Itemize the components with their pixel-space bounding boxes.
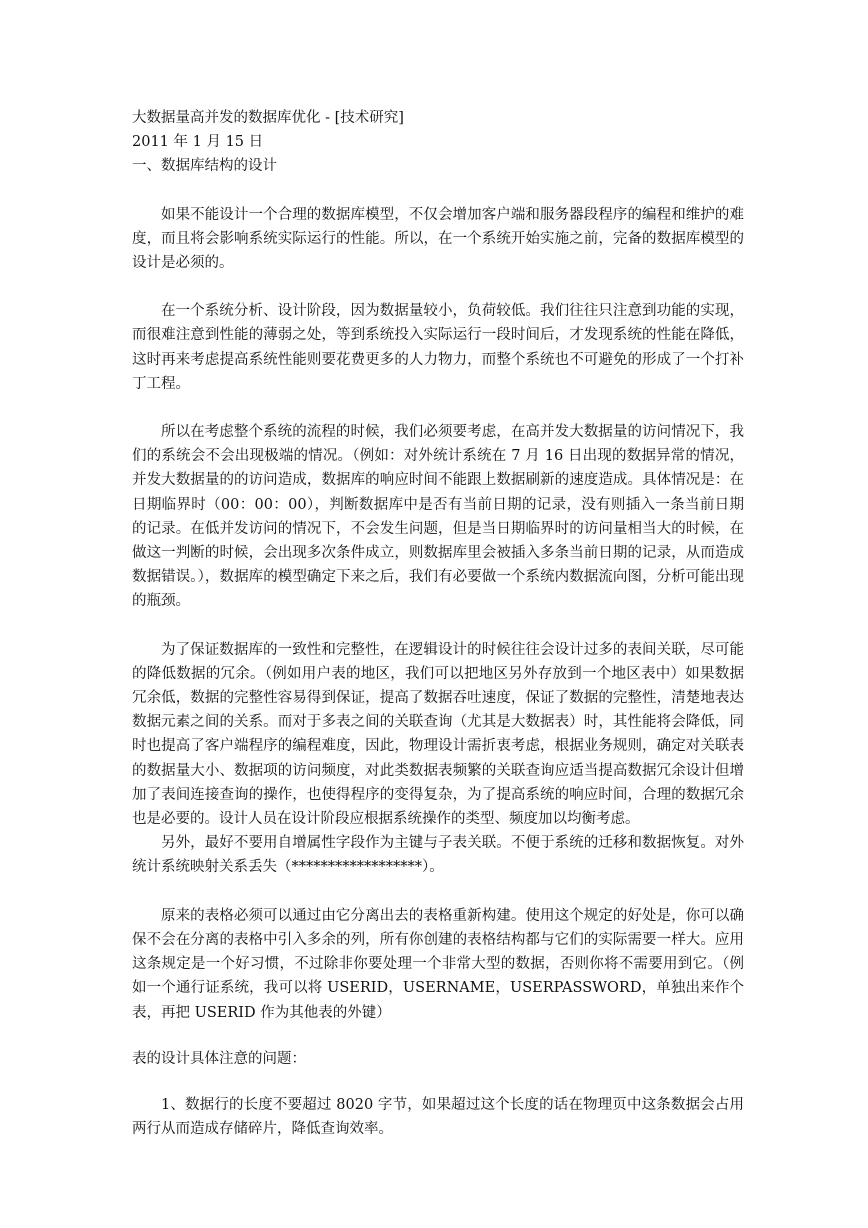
document-title: 大数据量高并发的数据库优化 - [技术研究] <box>132 110 404 126</box>
paragraph-concurrency: 所以在考虑整个系统的流程的时候，我们必须要考虑，在高并发大数据量的访问情况下，我们的系统会不会出现极端的情况。（例如：对外统计系统在 7 月 16 日出现的数据异常的情况，并发大数据量的的访问造成，数据库的响应时间不能跟上数据刷新的速度造成。具体情况是：在日期临界时（00：00：00），判断数据库中是否有当前日期的记录，没有则插入一条当前日期的记录。在低并发访问的情况下，不会发生问题，但是当日期临界时的访问量相当大的时候，在做这一判断的时候，会出现多次条件成立，则数据库里会被插入多条当前日期的记录，从而造成数据错误。），数据库的模型确定下来之后，我们有必要做一个系统内数据流向图，分析可能出现的瓶颈。 <box>132 424 744 610</box>
table-design-heading: 表的设计具体注意的问题： <box>132 1050 306 1067</box>
section-heading: 一、数据库结构的设计 <box>132 158 277 175</box>
spacer <box>132 396 744 420</box>
spacer <box>132 275 744 299</box>
spacer <box>132 880 744 904</box>
spacer <box>132 1025 744 1047</box>
document-body <box>132 106 744 1141</box>
list-item-row-length: 1、数据行的长度不要超过 8020 字节，如果超过这个长度的话在物理页中这条数据会占用两行从而造成存储碎片，降低查询效率。 <box>132 1096 744 1138</box>
paragraph-intro: 如果不能设计一个合理的数据库模型，不仅会增加客户端和服务器段程序的编程和维护的难度，而且将会影响系统实际运行的性能。所以，在一个系统开始实施之前，完备的数据库模型的设计是必须的。 <box>132 206 744 272</box>
spacer <box>132 1071 744 1093</box>
paragraph-rebuild-table: 原来的表格必须可以通过由它分离出去的表格重新构建。使用这个规定的好处是，你可以确保不会在分离的表格中引入多余的列，所有你创建的表格结构都与它们的实际需要一样大。应用这条规定是一个好习惯，不过除非你要处理一个非常大型的数据，否则你将不需要用到它。（例如一个通行证系统，我可以将 USERID，USERNAME，USERPASSWORD，单独出来作个表，再把 USERID 作为其他表的外键） <box>132 907 744 1021</box>
spacer <box>132 179 744 203</box>
document-date: 2011 年 1 月 15 日 <box>132 134 264 151</box>
paragraph-redundancy: 为了保证数据库的一致性和完整性，在逻辑设计的时候往往会设计过多的表间关联，尽可能的降低数据的冗余。（例如用户表的地区，我们可以把地区另外存放到一个地区表中）如果数据冗余低，数据的完整性容易得到保证，提高了数据吞吐速度，保证了数据的完整性，清楚地表达数据元素之间的关系。而对于多表之间的关联查询（尤其是大数据表）时，其性能将会降低，同时也提高了客户端程序的编程难度，因此，物理设计需折衷考虑，根据业务规则，确定对关联表的数据量大小、数据项的访问频度，对此类数据表频繁的关联查询应适当提高数据冗余设计但增加了表间连接查询的操作，也使得程序的变得复杂，为了提高系统的响应时间，合理的数据冗余也是必要的。设计人员在设计阶段应根据系统操作的类型、频度加以均衡考虑。 <box>132 641 744 828</box>
paragraph-analysis-phase: 在一个系统分析、设计阶段，因为数据量较小，负荷较低。我们往往只注意到功能的实现，而很难注意到性能的薄弱之处，等到系统投入实际运行一段时间后，才发现系统的性能在降低，这时再来考虑提高系统性能则要花费更多的人力物力，而整个系统也不可避免的形成了一个打补丁工程。 <box>132 303 744 392</box>
paragraph-auto-increment: 另外，最好不要用自增属性字段作为主键与子表关联。不便于系统的迁移和数据恢复。对外统计系统映射关系丢失（******************）。 <box>132 835 744 876</box>
spacer <box>132 614 744 638</box>
